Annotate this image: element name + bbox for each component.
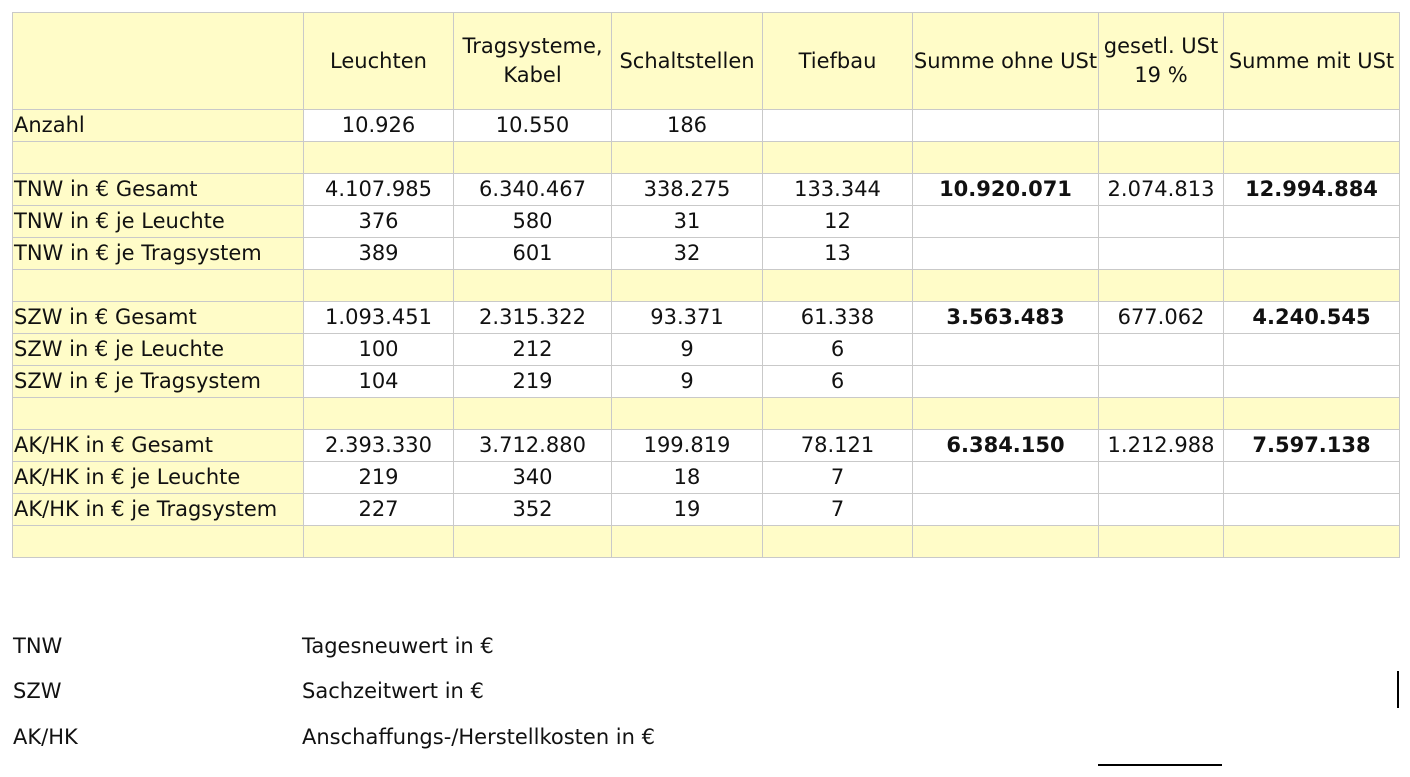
column-header: Summe ohne USt: [913, 13, 1099, 110]
spacer-cell: [304, 142, 454, 174]
row-label: TNW in € je Tragsystem: [13, 238, 304, 270]
legend-abbreviation: AK/HK: [13, 725, 78, 749]
table-row: [13, 238, 1400, 270]
table-cell: 13: [763, 238, 913, 270]
table-cell: 389: [304, 238, 454, 270]
table-cell: [913, 462, 1099, 494]
table-cell: 580: [454, 206, 612, 238]
table-cell: 19: [612, 494, 763, 526]
table-cell: 219: [304, 462, 454, 494]
table-cell: 227: [304, 494, 454, 526]
table-cell: [1099, 110, 1224, 142]
table-cell: [1224, 110, 1400, 142]
spacer-cell: [1099, 142, 1224, 174]
table-cell: 12: [763, 206, 913, 238]
table-cell: [913, 206, 1099, 238]
legend-definition: Sachzeitwert in €: [302, 679, 484, 703]
table-cell: 2.074.813: [1099, 174, 1224, 206]
table-row: [13, 110, 1400, 142]
spacer-cell: [913, 142, 1099, 174]
row-label: TNW in € Gesamt: [13, 174, 304, 206]
table-cell: 100: [304, 334, 454, 366]
table-cell: 10.926: [304, 110, 454, 142]
row-label: SZW in € Gesamt: [13, 302, 304, 334]
row-label: SZW in € je Leuchte: [13, 334, 304, 366]
spacer-cell: [913, 398, 1099, 430]
legend-abbreviation: TNW: [13, 634, 63, 658]
table-row: [13, 366, 1400, 398]
table-cell: [1224, 334, 1400, 366]
spacer-cell: [763, 142, 913, 174]
table-cell: 6.384.150: [913, 430, 1099, 462]
column-header: Schaltstellen: [612, 13, 763, 110]
spacer-cell: [13, 526, 304, 558]
header-corner-cell: [13, 13, 304, 110]
table-cell: [913, 238, 1099, 270]
spacer-cell: [1099, 526, 1224, 558]
table-cell: [913, 334, 1099, 366]
row-label: AK/HK in € Gesamt: [13, 430, 304, 462]
spacer-cell: [13, 270, 304, 302]
column-header: Tragsysteme, Kabel: [454, 13, 612, 110]
table-cell: [1099, 366, 1224, 398]
table-cell: [1224, 462, 1400, 494]
spacer-cell: [1099, 270, 1224, 302]
row-label: TNW in € je Leuchte: [13, 206, 304, 238]
spacer-cell: [13, 398, 304, 430]
spacer-cell: [763, 270, 913, 302]
spacer-cell: [913, 526, 1099, 558]
table-row: [13, 494, 1400, 526]
table-row: [13, 302, 1400, 334]
column-header: Summe mit USt: [1224, 13, 1400, 110]
spacer-cell: [454, 270, 612, 302]
spacer-row: [13, 526, 1400, 558]
spacer-cell: [454, 398, 612, 430]
row-label: Anzahl: [13, 110, 304, 142]
table-cell: 9: [612, 366, 763, 398]
spacer-cell: [612, 526, 763, 558]
table-cell: 10.920.071: [913, 174, 1099, 206]
spacer-cell: [454, 526, 612, 558]
table-cell: 10.550: [454, 110, 612, 142]
table-cell: 4.240.545: [1224, 302, 1400, 334]
spacer-cell: [913, 270, 1099, 302]
spacer-cell: [1224, 270, 1400, 302]
spacer-cell: [1224, 142, 1400, 174]
column-header: Tiefbau: [763, 13, 913, 110]
table-cell: 2.315.322: [454, 302, 612, 334]
table-cell: 61.338: [763, 302, 913, 334]
table-cell: 7: [763, 494, 913, 526]
spacer-row: [13, 142, 1400, 174]
table-row: [13, 206, 1400, 238]
legend-abbreviation: SZW: [13, 679, 62, 703]
table-cell: 4.107.985: [304, 174, 454, 206]
table-cell: 78.121: [763, 430, 913, 462]
table-cell: [1224, 366, 1400, 398]
table-cell: 212: [454, 334, 612, 366]
table-cell: 340: [454, 462, 612, 494]
vertical-rule: [1397, 671, 1399, 708]
table-cell: 31: [612, 206, 763, 238]
legend-definition: Tagesneuwert in €: [302, 634, 494, 658]
spacer-cell: [612, 270, 763, 302]
spacer-row: [13, 270, 1400, 302]
table-cell: 6: [763, 366, 913, 398]
table-cell: 338.275: [612, 174, 763, 206]
row-label: SZW in € je Tragsystem: [13, 366, 304, 398]
row-label: AK/HK in € je Tragsystem: [13, 494, 304, 526]
spacer-cell: [612, 142, 763, 174]
table-cell: 6.340.467: [454, 174, 612, 206]
table-cell: 2.393.330: [304, 430, 454, 462]
table-row: [13, 430, 1400, 462]
table-cell: [1099, 206, 1224, 238]
spacer-cell: [763, 398, 913, 430]
table-cell: 104: [304, 366, 454, 398]
table-cell: [1224, 238, 1400, 270]
table-cell: 93.371: [612, 302, 763, 334]
table-cell: [1224, 206, 1400, 238]
table-cell: [1099, 334, 1224, 366]
cost-table: [12, 12, 1400, 558]
spacer-cell: [763, 526, 913, 558]
table-cell: [763, 110, 913, 142]
table-cell: 601: [454, 238, 612, 270]
table-row: [13, 174, 1400, 206]
table-cell: 376: [304, 206, 454, 238]
table-cell: 7: [763, 462, 913, 494]
table-cell: [1099, 238, 1224, 270]
table-cell: [1099, 494, 1224, 526]
table-cell: 18: [612, 462, 763, 494]
table-cell: [913, 494, 1099, 526]
spacer-cell: [13, 142, 304, 174]
header-row: [13, 13, 1400, 110]
column-header: gesetl. USt 19 %: [1099, 13, 1224, 110]
spacer-cell: [304, 526, 454, 558]
table-cell: 1.093.451: [304, 302, 454, 334]
horizontal-rule: [1098, 764, 1222, 766]
legend-definition: Anschaffungs-/Herstellkosten in €: [302, 725, 655, 749]
spacer-cell: [1224, 526, 1400, 558]
table-cell: 3.563.483: [913, 302, 1099, 334]
table-cell: 186: [612, 110, 763, 142]
spacer-cell: [304, 398, 454, 430]
spacer-cell: [454, 142, 612, 174]
table-cell: 219: [454, 366, 612, 398]
spacer-cell: [1099, 398, 1224, 430]
spacer-cell: [612, 398, 763, 430]
table-cell: 6: [763, 334, 913, 366]
table-cell: [1224, 494, 1400, 526]
spacer-cell: [304, 270, 454, 302]
table-cell: 9: [612, 334, 763, 366]
spacer-row: [13, 398, 1400, 430]
table-cell: 3.712.880: [454, 430, 612, 462]
row-label: AK/HK in € je Leuchte: [13, 462, 304, 494]
table-row: [13, 462, 1400, 494]
table-cell: 199.819: [612, 430, 763, 462]
table-cell: 7.597.138: [1224, 430, 1400, 462]
table-cell: 352: [454, 494, 612, 526]
table-cell: 32: [612, 238, 763, 270]
table-cell: 133.344: [763, 174, 913, 206]
table-row: [13, 334, 1400, 366]
spacer-cell: [1224, 398, 1400, 430]
table-cell: [913, 366, 1099, 398]
column-header: Leuchten: [304, 13, 454, 110]
table-cell: [913, 110, 1099, 142]
table-cell: 677.062: [1099, 302, 1224, 334]
table-cell: [1099, 462, 1224, 494]
table-cell: 1.212.988: [1099, 430, 1224, 462]
table-cell: 12.994.884: [1224, 174, 1400, 206]
